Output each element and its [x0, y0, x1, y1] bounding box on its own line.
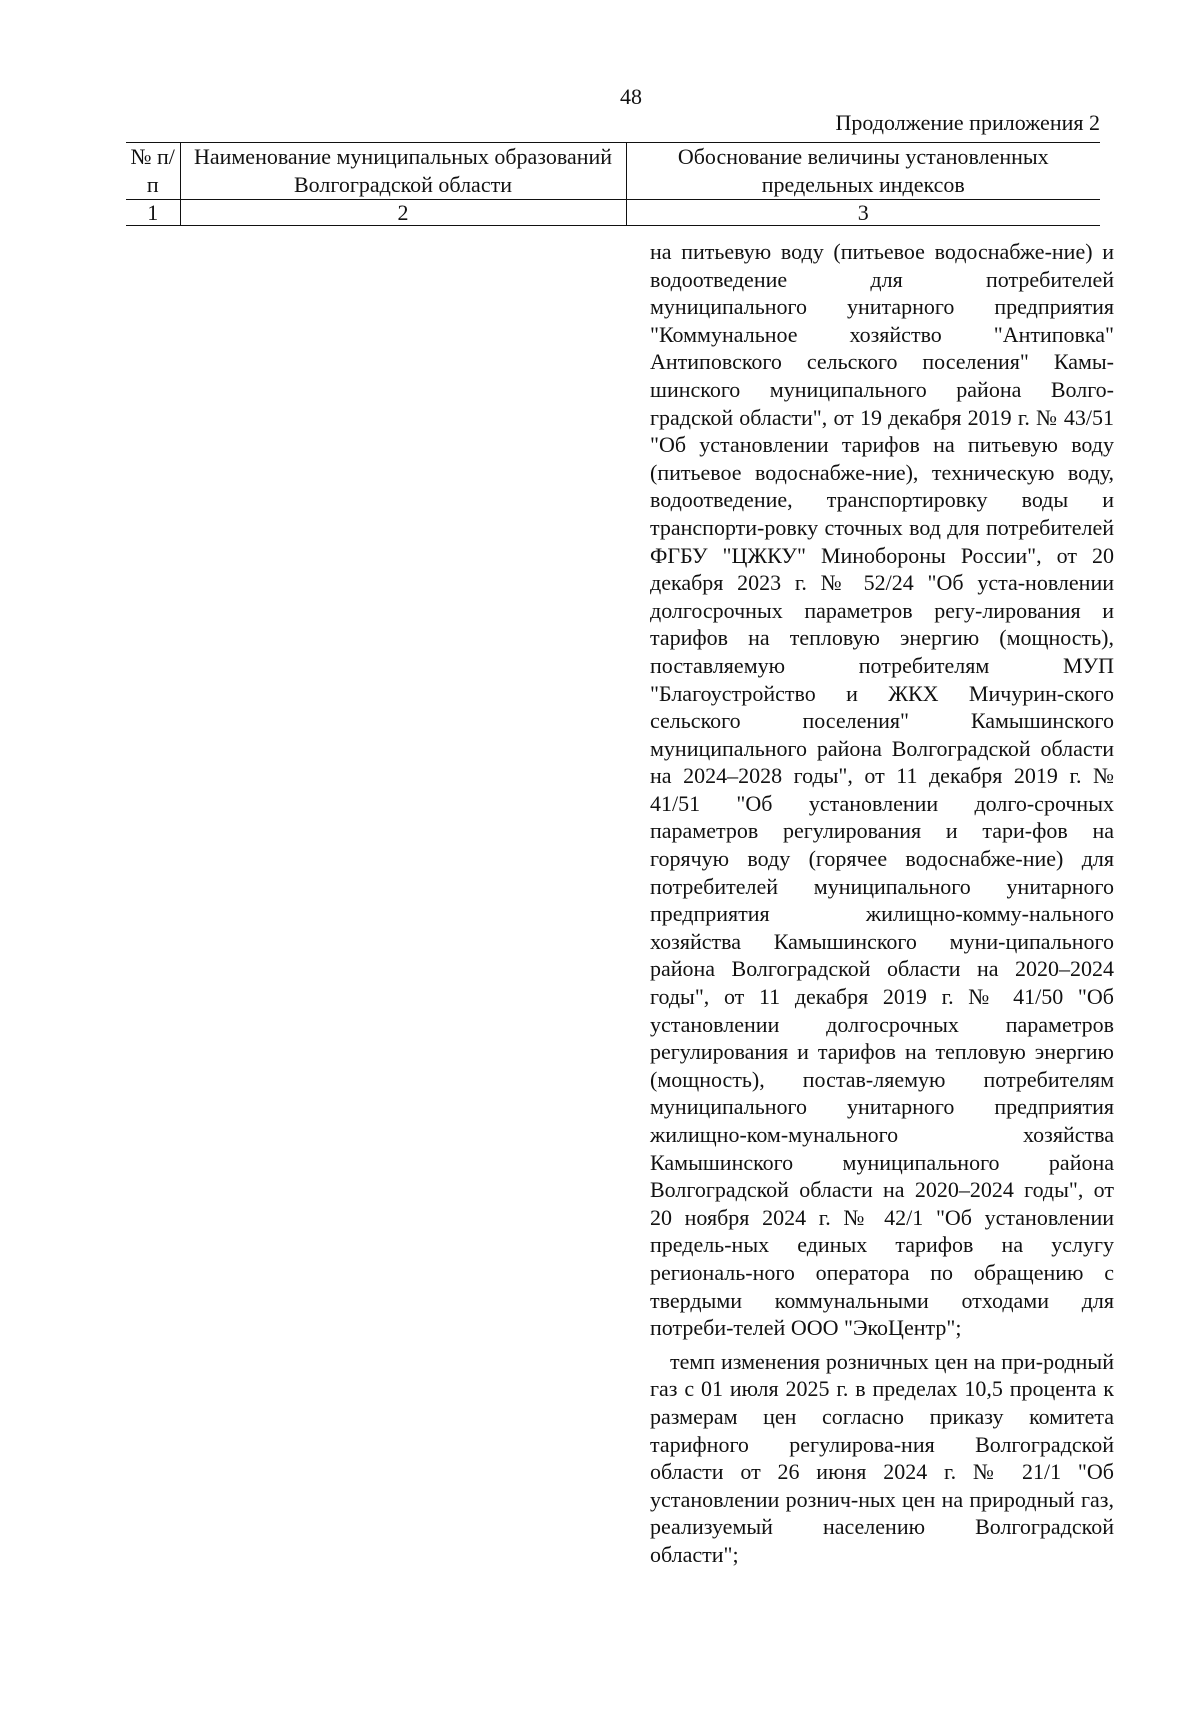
justification-paragraph: на питьевую воду (питьевое водоснабже-ние) и водоотведение для потребителей муниципального унитарного предприятия "Коммунальное хозяйство "Антиповка" Антиповского сельского поселения" Камы-шинского муниципального района Волго-градской области", от 19 декабря 2019 г. № 43/51 "Об установлении тарифов на питьевую воду (питьевое водоснабже-ние), техническую воду, водоотведение, транспортировку воды и транспорти-ровку сточных вод для потребителей ФГБУ "ЦЖКУ" Минобороны России", от 20 декабря 2023 г. № 52/24 "Об уста-новлении долгосрочных параметров регу-лирования и тарифов на тепловую энергию (мощность), поставляемую потребителям МУП "Благоустройство и ЖКХ Мичурин-ского сельского поселения" Камышинского муниципального района Волгоградской области на 2024–2028 годы", от 11 декабря 2019 г. № 41/51 "Об установлении долго-срочных параметров регулирования и тари-фов на горячую воду (горячее водоснабже-ние) для потребителей муниципального унитарного предприятия жилищно-комму-нального хозяйства Камышинского муни-ципального района Волгоградской области на 2020–2024 годы", от 11 декабря 2019 г. № 41/50 "Об установлении долгосрочных параметров регулирования и тарифов на тепловую энергию (мощность), постав-ляемую потребителям муниципального унитарного предприятия жилищно-ком-мунального хозяйства Камышинского муниципального района Волгоградской области на 2020–2024 годы", от 20 ноября 2024 г. № 42/1 "Об установлении предель-ных единых тарифов на услугу региональ-ного оператора по обращению с твердыми коммунальными отходами для потреби-телей ООО "ЭкоЦентр"; [650, 239, 1114, 1341]
header-number-column: № п/п [126, 143, 180, 200]
justification-text-column [650, 238, 1114, 1569]
gas-price-paragraph: темп изменения розничных цен на при-родный газ с 01 июля 2025 г. в пределах 10,5 процента к размерам цен согласно приказу комитета тарифного регулирова-ния Волгоградской области от 26 июня 2024 г. № 21/1 "Об установлении рознич-ных цен на природный газ, реализуемый населению Волгоградской области"; [650, 1348, 1114, 1567]
header-municipality-column: Наименование муниципальных образований Волгоградской области [180, 143, 626, 200]
page-number: 48 [620, 84, 642, 109]
appendix-table-header [126, 142, 1100, 226]
continuation-label: Продолжение приложения 2 [835, 110, 1100, 135]
table-column-numbers-row [126, 200, 1100, 226]
column-number-2: 2 [180, 200, 626, 226]
column-number-1: 1 [126, 200, 180, 226]
header-justification-column: Обоснование величины установленных предельных индексов [626, 143, 1100, 200]
column-number-3: 3 [626, 200, 1100, 226]
table-header-row [126, 143, 1100, 200]
